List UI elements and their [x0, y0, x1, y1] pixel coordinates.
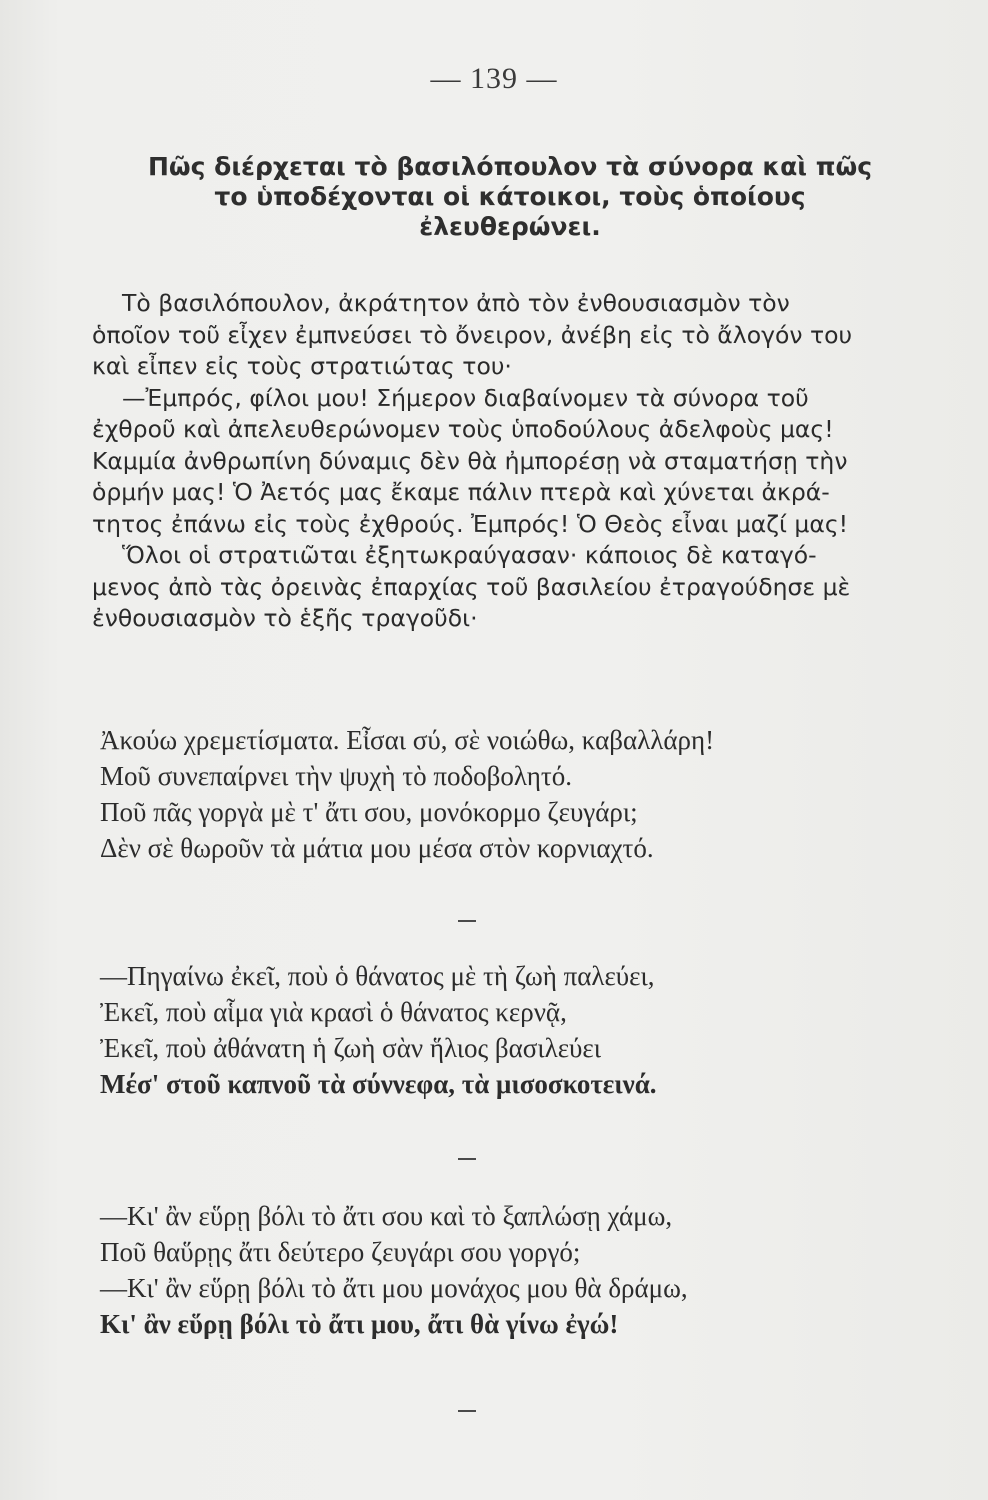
- poem-stanza-3: [100, 1198, 900, 1342]
- verse-line: Δὲν σὲ θωροῦν τὰ μάτια μου μέσα στὸν κορνιαχτό.: [100, 833, 654, 863]
- prose-line: Καμμία ἀνθρωπίνη δύναμις δὲν θὰ ἠμπορέσῃ νὰ σταματήσῃ τὴν: [92, 446, 848, 475]
- heading-line: ἐλευθερώνει.: [419, 212, 601, 241]
- prose-line: ὁποῖον τοῦ εἶχεν ἐμπνεύσει τὸ ὄνειρον, ἀνέβη εἰς τὸ ἄλογόν του: [92, 320, 853, 349]
- verse-line: —Κι' ἂν εὕρῃ βόλι τὸ ἄτι μου μονάχος μου θὰ δράμω,: [100, 1273, 688, 1303]
- prose-line: —Ἐμπρός, φίλοι μου! Σήμερον διαβαίνομεν τὰ σύνορα τοῦ: [122, 383, 809, 412]
- stanza-divider: [458, 1410, 476, 1412]
- prose-line: ἐχθροῦ καὶ ἀπελευθερώνομεν τοὺς ὑποδούλους ἀδελφοὺς μας!: [92, 415, 834, 443]
- verse-line: Ποῦ θαὕρῃς ἄτι δεύτερο ζευγάρι σου γοργό;: [100, 1237, 581, 1267]
- verse-line: —Κι' ἂν εὕρῃ βόλι τὸ ἄτι σου καὶ τὸ ξαπλώσῃ χάμω,: [100, 1201, 673, 1231]
- prose-paragraphs: [92, 288, 902, 635]
- prose-line: ἐνθουσιασμὸν τὸ ἑξῆς τραγοῦδι·: [92, 604, 478, 632]
- verse-line: —Πηγαίνω ἐκεῖ, ποὺ ὁ θάνατος μὲ τὴ ζωὴ παλεύει,: [100, 961, 655, 991]
- verse-line: Μοῦ συνεπαίρνει τὴν ψυχὴ τὸ ποδοβολητό.: [100, 761, 572, 791]
- verse-line: Κι' ἂν εὕρῃ βόλι τὸ ἄτι μου, ἄτι θὰ γίνω ἐγώ!: [100, 1309, 619, 1339]
- verse-line: Ἀκούω χρεμετίσματα. Εἶσαι σύ, σὲ νοιώθω, καβαλλάρη!: [100, 725, 715, 755]
- prose-line: ὁρμήν μας! Ὁ Ἀετός μας ἔκαμε πάλιν πτερὰ καὶ χύνεται ἀκρά-: [92, 478, 830, 506]
- prose-line: καὶ εἶπεν εἰς τοὺς στρατιώτας του·: [92, 352, 512, 380]
- verse-line: Ἐκεῖ, ποὺ αἷμα γιὰ κρασὶ ὁ θάνατος κερνᾷ,: [100, 997, 567, 1027]
- poem-stanza-1: [100, 722, 900, 866]
- prose-line: Τὸ βασιλόπουλον, ἀκράτητον ἀπὸ τὸν ἐνθουσιασμὸν τὸν: [122, 289, 790, 317]
- poem-stanza-2: [100, 958, 900, 1102]
- heading-line: το ὑποδέχονται οἱ κάτοικοι, τοὺς ὁποίους: [214, 182, 806, 211]
- chapter-heading: [90, 152, 930, 242]
- verse-line: Μέσ' στοῦ καπνοῦ τὰ σύννεφα, τὰ μισοσκοτεινά.: [100, 1069, 657, 1099]
- page-number: — 139 —: [430, 62, 558, 95]
- prose-line: τητος ἐπάνω εἰς τοὺς ἐχθρούς. Ἐμπρός! Ὁ Θεὸς εἶναι μαζί μας!: [92, 509, 849, 538]
- verse-line: Ποῦ πᾶς γοργὰ μὲ τ' ἄτι σου, μονόκορμο ζευγάρι;: [100, 797, 638, 827]
- stanza-divider: [458, 920, 476, 922]
- stanza-divider: [458, 1158, 476, 1160]
- prose-line: μενος ἀπὸ τὰς ὀρεινὰς ἐπαρχίας τοῦ βασιλείου ἐτραγούδησε μὲ: [92, 572, 851, 601]
- verse-line: Ἐκεῖ, ποὺ ἀθάνατη ἡ ζωὴ σὰν ἥλιος βασιλεύει: [100, 1033, 602, 1063]
- heading-line: Πῶς διέρχεται τὸ βασιλόπουλον τὰ σύνορα καὶ πῶς: [147, 152, 873, 181]
- prose-line: Ὅλοι οἱ στρατιῶται ἐξητωκραύγασαν· κάποιος δὲ καταγό-: [122, 541, 817, 569]
